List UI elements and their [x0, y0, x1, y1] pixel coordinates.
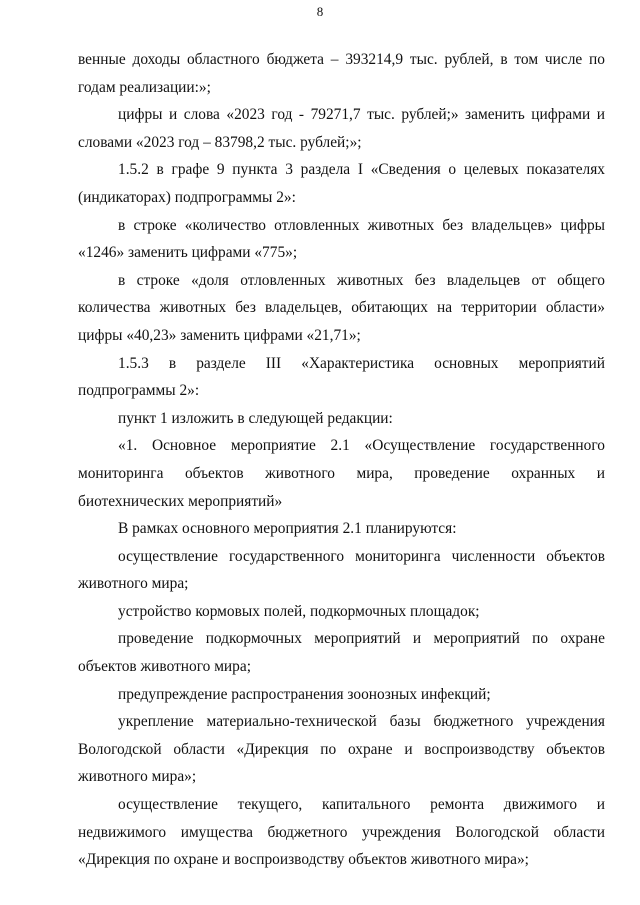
- paragraph: 1.5.2 в графе 9 пункта 3 раздела I «Сведения о целевых показателях (индикаторах) подпрограммы 2»:: [78, 161, 605, 206]
- paragraph: В рамках основного мероприятия 2.1 планируются:: [118, 520, 457, 538]
- document-body: [78, 46, 605, 874]
- paragraph: венные доходы областного бюджета – 393214,9 тыс. рублей, в том числе по годам реализации:»;: [78, 51, 605, 96]
- paragraph: осуществление государственного мониторинга численности объектов животного мира;: [78, 547, 605, 593]
- paragraph: цифры и слова «2023 год - 79271,7 тыс. рублей;» заменить цифрами и словами «2023 год – 83798,2 тыс. рублей;»;: [78, 106, 605, 151]
- paragraph: «1. Основное мероприятие 2.1 «Осуществление государственного мониторинга объектов животного мира, проведение охранных и биотехнических мероприятий»: [78, 437, 605, 510]
- paragraph: укрепление материально-технической базы бюджетного учреждения Вологодской области «Дирекция по охране и воспроизводству объектов животного мира»;: [78, 713, 605, 786]
- paragraph: устройство кормовых полей, подкормочных площадок;: [118, 602, 480, 620]
- paragraph: осуществление текущего, капитального ремонта движимого и недвижимого имущества бюджетного учреждения Вологодской области «Дирекция по охране и воспроизводству объектов животного мира»;: [78, 796, 605, 869]
- paragraph: в строке «доля отловленных животных без владельцев от общего количества животных без владельцев, обитающих на территории области» цифры «40,23» заменить цифрами «21,71»;: [78, 271, 605, 344]
- paragraph: предупреждение распространения зоонозных инфекций;: [118, 685, 491, 703]
- paragraph: в строке «количество отловленных животных без владельцев» цифры «1246» заменить цифрами «775»;: [78, 216, 605, 262]
- paragraph: проведение подкормочных мероприятий и мероприятий по охране объектов животного мира;: [78, 630, 605, 676]
- paragraph: пункт 1 изложить в следующей редакции:: [118, 409, 393, 427]
- page-number: 8: [316, 4, 324, 19]
- paragraph: 1.5.3 в разделе III «Характеристика основных мероприятий подпрограммы 2»:: [78, 354, 605, 400]
